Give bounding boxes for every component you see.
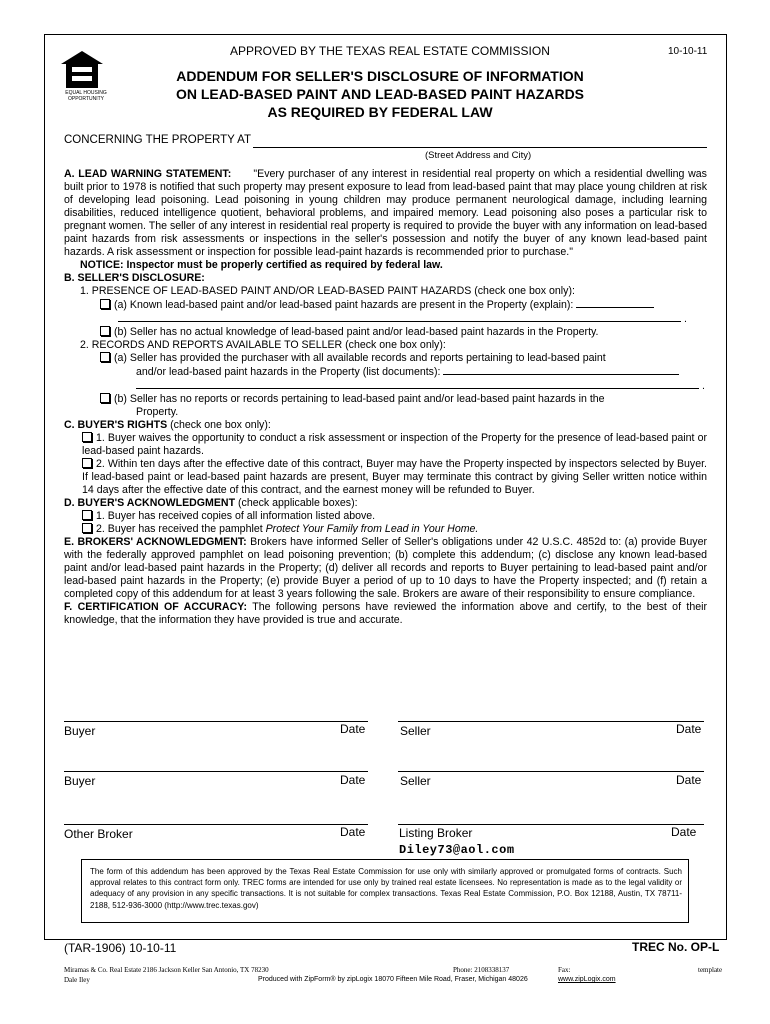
date-label-5: Date xyxy=(340,825,366,839)
listing-broker-label: Listing Broker xyxy=(399,826,473,840)
date-label-3: Date xyxy=(340,773,366,787)
section-b-item2: 2. RECORDS AND REPORTS AVAILABLE TO SELLER (check one box only): xyxy=(80,339,446,351)
section-b-item1a: (a) Known lead-based paint and/or lead-based paint hazards are present in the Property (explain): xyxy=(64,298,707,312)
other-broker-label: Other Broker xyxy=(64,827,133,841)
section-c-heading: C. BUYER'S RIGHTS (check one box only): xyxy=(64,419,271,431)
section-d-item1: 1. Buyer has received copies of all information listed above. xyxy=(64,510,707,523)
section-b-item1: 1. PRESENCE OF LEAD-BASED PAINT AND/OR LEAD-BASED PAINT HAZARDS (check one box only): xyxy=(80,285,575,297)
checkbox-c2[interactable] xyxy=(82,458,92,468)
section-b-item1b: (b) Seller has no actual knowledge of lead-based paint and/or lead-based paint hazards in the Property. xyxy=(64,326,707,339)
buyer-label-2: Buyer xyxy=(64,774,96,788)
logo-caption: EQUAL HOUSING OPPORTUNITY xyxy=(65,90,107,102)
checkbox-2b[interactable] xyxy=(100,393,110,403)
checkbox-d2[interactable] xyxy=(82,523,92,533)
property-caption: (Street Address and City) xyxy=(425,150,532,161)
listing-broker-signature-line[interactable] xyxy=(398,824,704,825)
footer-website-link[interactable]: www.zipLogix.com xyxy=(558,976,616,983)
checkbox-1a[interactable] xyxy=(100,299,110,309)
equal-housing-icon xyxy=(60,50,104,90)
footer-produced: Produced with ZipForm® by zipLogix 18070 Fifteen Mile Road, Fraser, Michigan 48026 xyxy=(258,976,528,983)
checkbox-2a[interactable] xyxy=(100,352,110,362)
checkbox-d1[interactable] xyxy=(82,510,92,520)
section-b-item2a-cont: and/or lead-based paint hazards in the Property (list documents): xyxy=(64,365,707,379)
property-address-field[interactable] xyxy=(253,147,707,148)
tar-form-id: (TAR-1906) 10-10-11 xyxy=(64,941,177,955)
section-d-heading: D. BUYER'S ACKNOWLEDGMENT (check applicable boxes): xyxy=(64,497,358,509)
section-a: A. LEAD WARNING STATEMENT: "Every purchaser of any interest in residential real property on which a residential dwelling was built prior to 1978 is notified that such property may present exposure to lead from lead-based paint that may place young children at risk of developing lead poisoning. Lead poisoning in young children may produce permanent neurological damage, including learning disabilities, reduced intelligence quotient, behavioral problems, and impaired memory. Lead poisoning also poses a particular risk to pregnant women. The seller of any interest in residential real property is required to provide the buyer with any information on lead-based paint hazards from risk assessments or inspections in the seller's possession and notify the buyer of any known lead-based paint hazards. A risk assessment or inspection for possible lead-paint hazards is recommended prior to purchase." xyxy=(64,168,707,258)
documents-line: . xyxy=(64,379,707,393)
date-label-6: Date xyxy=(671,825,697,839)
documents-field-2[interactable] xyxy=(136,379,699,389)
approved-by: APPROVED BY THE TEXAS REAL ESTATE COMMISSION xyxy=(230,44,550,58)
date-label-2: Date xyxy=(676,722,702,736)
explain-line: . xyxy=(64,312,707,326)
section-b-item2a: (a) Seller has provided the purchaser with all available records and reports pertaining to lead-based paint xyxy=(64,352,707,365)
section-f: F. CERTIFICATION OF ACCURACY: The following persons have reviewed the information above and certify, to the best of their knowledge, that the information they have provided is true and accurate. xyxy=(64,601,707,626)
buyer-signature-line-2[interactable] xyxy=(64,771,368,772)
checkbox-c1[interactable] xyxy=(82,432,92,442)
seller-signature-line-1[interactable] xyxy=(398,721,704,722)
form-body xyxy=(64,168,707,627)
date-label-4: Date xyxy=(676,773,702,787)
footer-phone: Phone: 2108338137 xyxy=(453,966,510,974)
explain-field[interactable] xyxy=(576,298,654,308)
footer-fax: Fax: xyxy=(558,966,571,974)
form-date: 10-10-11 xyxy=(668,46,708,57)
date-label-1: Date xyxy=(340,722,366,736)
trec-notice-box: The form of this addendum has been approved by the Texas Real Estate Commission for use only with similarly approved or promulgated forms of contracts. Such approval relates to this contract form only. TREC forms are intended for use only by trained real estate licensees. No representation is made as to the legal validity or adequacy of any provision in any specific transactions. It is not suitable for complex transactions. Texas Real Estate Commission, P.O. Box 12188, Austin, TX 78711-2188, 512-936-3000 (http://www.trec.texas.gov) xyxy=(81,859,689,923)
footer-agent: Dale Iley xyxy=(64,976,90,984)
section-b-item2b: (b) Seller has no reports or records pertaining to lead-based paint and/or lead-based paint hazards in the xyxy=(64,393,707,406)
section-c-item1: 1. Buyer waives the opportunity to conduct a risk assessment or inspection of the Property for the presence of lead-based paint or lead-based paint hazards. xyxy=(82,432,707,457)
buyer-label-1: Buyer xyxy=(64,724,96,738)
seller-label-2: Seller xyxy=(400,774,431,788)
buyer-signature-line-1[interactable] xyxy=(64,721,368,722)
section-d-item2: 2. Buyer has received the pamphlet Protect Your Family from Lead in Your Home. xyxy=(64,523,707,536)
section-c-item2: 2. Within ten days after the effective date of this contract, Buyer may have the Property inspected by inspectors selected by Buyer. If lead-based paint or lead-based paint hazards are present, Buyer may terminate this contract by giving Seller written notice within 14 days after the effective date of this contract, and the earnest money will be refunded to Buyer. xyxy=(82,458,707,496)
explain-field-2[interactable] xyxy=(118,312,681,322)
footer-company: Miramas & Co. Real Estate 2186 Jackson Keller San Antonio, TX 78230 xyxy=(64,966,269,974)
section-b-heading: B. SELLER'S DISCLOSURE: xyxy=(64,272,205,284)
listing-broker-email: Diley73@aol.com xyxy=(399,843,515,857)
checkbox-1b[interactable] xyxy=(100,326,110,336)
trec-form-number: TREC No. OP-L xyxy=(632,940,720,954)
page-title: ADDENDUM FOR SELLER'S DISCLOSURE OF INFORMATION ON LEAD-BASED PAINT AND LEAD-BASED PAINT HAZARDS AS REQUIRED BY FEDERAL LAW xyxy=(175,68,585,120)
section-b-item2b-cont: Property. xyxy=(136,406,179,418)
section-a-notice: NOTICE: Inspector must be properly certified as required by federal law. xyxy=(80,259,443,271)
footer-template: template xyxy=(698,966,723,974)
documents-field[interactable] xyxy=(443,365,679,375)
property-label: CONCERNING THE PROPERTY AT xyxy=(64,134,252,146)
other-broker-signature-line[interactable] xyxy=(64,824,368,825)
section-e: E. BROKERS' ACKNOWLEDGMENT: Brokers have informed Seller of Seller's obligations under 42 U.S.C. 4852d to: (a) provide Buyer with the federally approved pamphlet on lead poisoning prevention; (b) complete this addendum; (c) disclose any known lead-based paint and/or lead-based paint hazards in the Property; (d) deliver all records and reports to Buyer pertaining to lead-based paint and/or lead-based paint hazards in the Property; (e) provide Buyer a period of up to 10 days to have the Property inspected; and (f) retain a completed copy of this addendum for at least 3 years following the sale. Brokers are aware of their responsibility to ensure compliance. xyxy=(64,536,707,600)
seller-signature-line-2[interactable] xyxy=(398,771,704,772)
seller-label-1: Seller xyxy=(400,724,431,738)
